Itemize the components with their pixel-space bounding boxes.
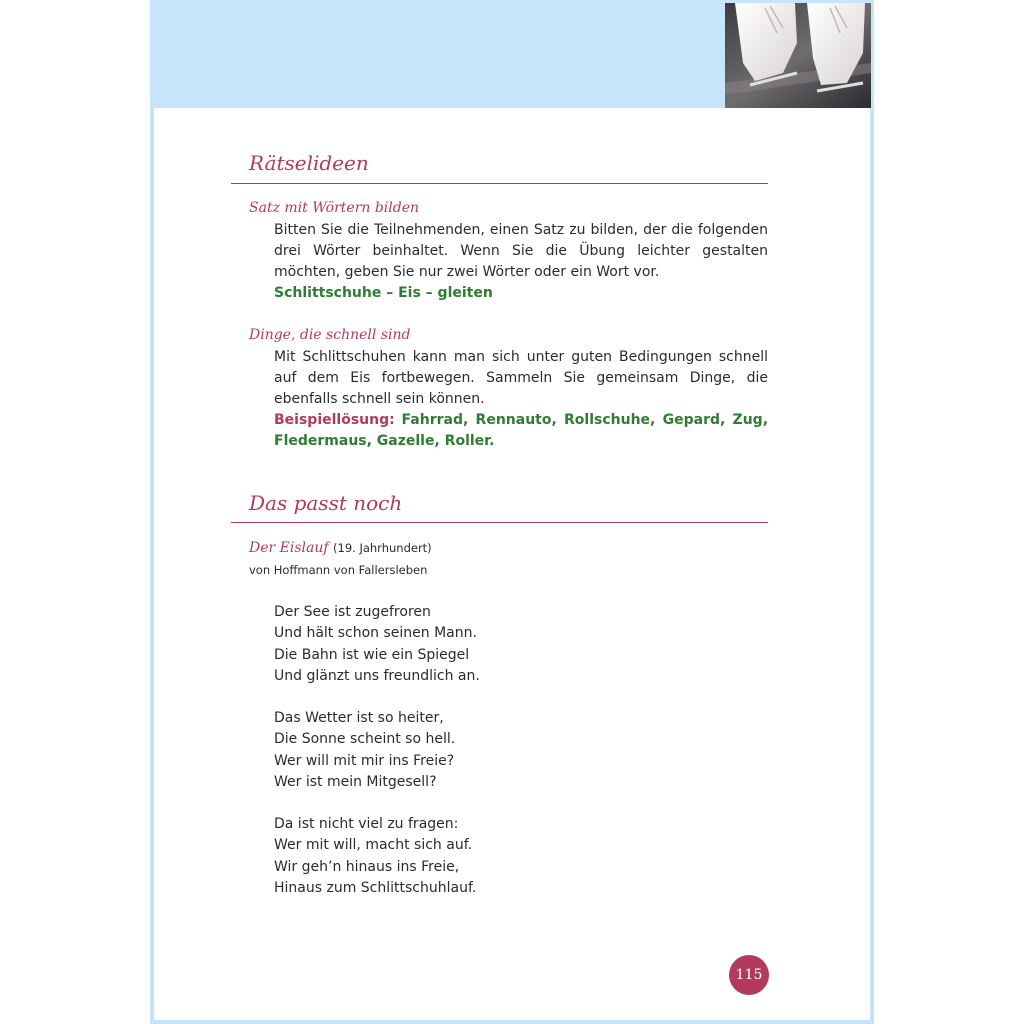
poem-title — [249, 540, 432, 556]
section-rule — [231, 183, 768, 184]
poem-line: Hinaus zum Schlittschuhlauf. — [274, 879, 477, 896]
item-answer: Fahrrad, Rennauto, Rollschuhe, Gepard, Zug, Fledermaus, Gazelle, Roller. — [274, 412, 769, 449]
poem-title-text: Der Eislauf — [249, 540, 329, 556]
poem-line: Das Wetter ist so heiter, — [274, 710, 444, 726]
poem-author: von Hoffmann von Fallersleben — [249, 563, 428, 577]
section-title-raetselideen: Rätselideen — [249, 151, 369, 175]
section-title-das-passt-noch: Das passt noch — [249, 491, 403, 515]
poem-line: Wir geh’n hinaus ins Freie, — [274, 858, 460, 875]
poem-date: (19. Jahrhundert) — [333, 541, 432, 555]
poem-stanza-1 — [274, 602, 480, 687]
poem-line: Und glänzt uns freundlich an. — [274, 667, 480, 684]
poem-line: Die Bahn ist wie ein Spiegel — [274, 646, 470, 663]
item-text-dinge — [274, 347, 768, 452]
poem-line: Wer will mit mir ins Freie? — [274, 752, 455, 769]
poem-stanza-2 — [274, 708, 455, 793]
item-heading-satz: Satz mit Wörtern bilden — [249, 200, 420, 216]
answer-label: Beispiellösung: — [274, 412, 395, 428]
poem-stanza-3 — [274, 814, 476, 899]
item-text-satz — [274, 220, 768, 304]
poem-line: Wer ist mein Mitgesell? — [274, 773, 437, 790]
item-heading-dinge: Dinge, die schnell sind — [249, 327, 411, 343]
section-rule — [231, 522, 768, 523]
item-answer: Schlittschuhe – Eis – gleiten — [274, 285, 493, 301]
poem-line: Die Sonne scheint so hell. — [274, 731, 456, 748]
item-text: Mit Schlittschuhen kann man sich unter guten Bedingungen schnell auf dem Eis fortbewegen. Sammeln Sie gemeinsam Dinge, die ebenfalls schnell sein können. — [274, 349, 768, 407]
poem-line: Der See ist zugefroren — [274, 604, 431, 620]
poem-line: Da ist nicht viel zu fragen: — [274, 816, 459, 832]
item-text: Bitten Sie die Teilnehmenden, einen Satz zu bilden, der die folgenden drei Wörter beinhaltet. Wenn Sie die Übung leichter gestalten möchten, geben Sie nur zwei Wörter oder ein Wort vor. — [274, 222, 768, 280]
page-number: 115 — [729, 955, 769, 995]
poem-line: Und hält schon seinen Mann. — [274, 625, 477, 642]
poem-line: Wer mit will, macht sich auf. — [274, 837, 473, 854]
